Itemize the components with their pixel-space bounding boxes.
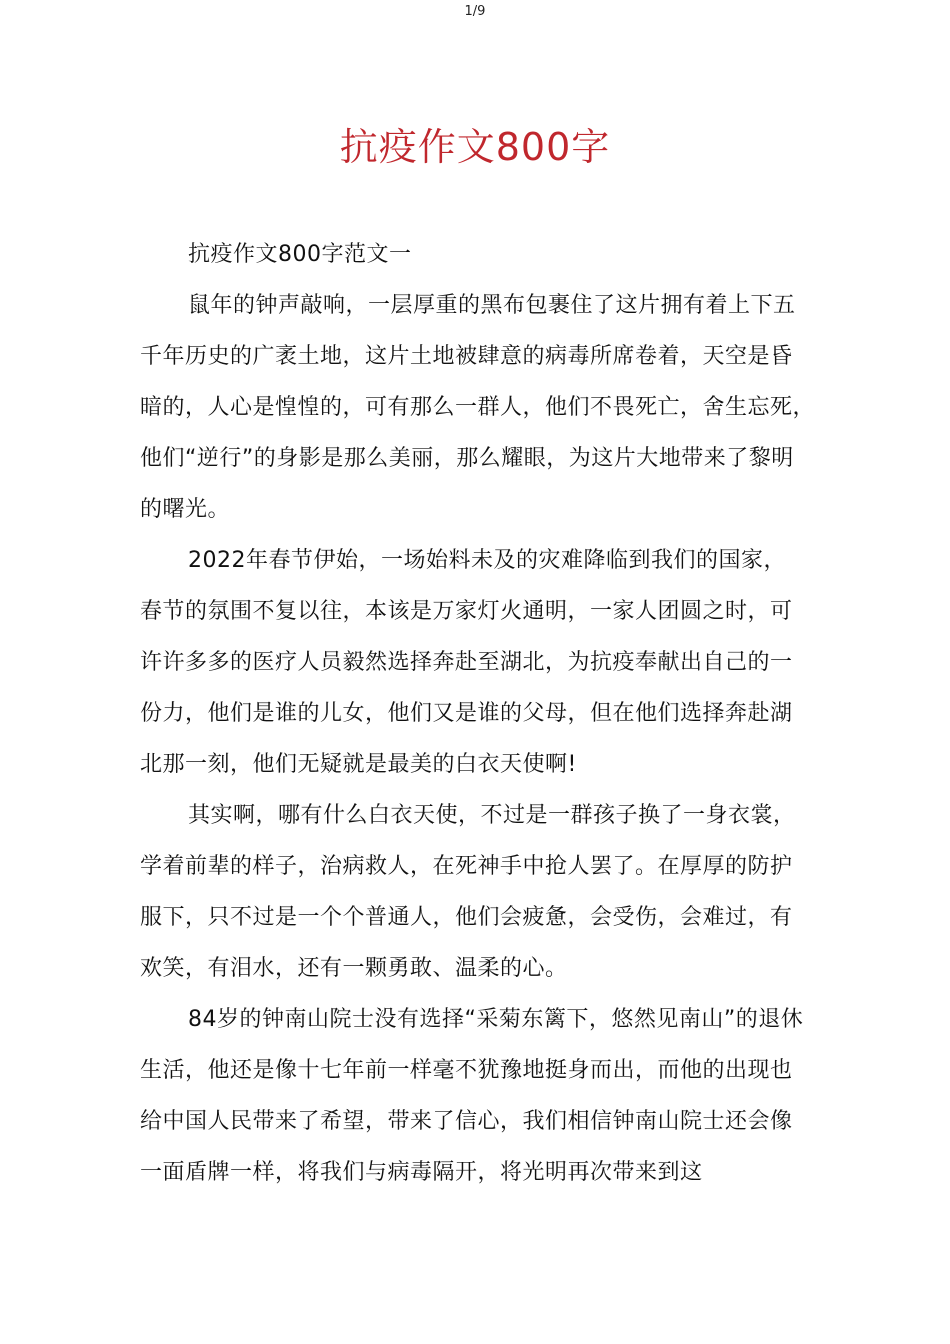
text-line: 千年历史的广袤土地，这片土地被肆意的病毒所席卷着，天空是昏 [140, 344, 793, 369]
text-line: 一面盾牌一样，将我们与病毒隔开，将光明再次带来到这 [140, 1160, 703, 1185]
text-line: 春节的氛围不复以往，本该是万家灯火通明，一家人团圆之时，可 [140, 599, 793, 624]
text-line: 其实啊，哪有什么白衣天使，不过是一群孩子换了一身衣裳， [188, 803, 796, 828]
text-line: 许许多多的医疗人员毅然选择奔赴至湖北，为抗疫奉献出自己的一 [140, 650, 793, 675]
text-line: 欢笑，有泪水，还有一颗勇敢、温柔的心。 [140, 956, 568, 981]
text-line: 2022年春节伊始，一场始料未及的灾难降临到我们的国家， [188, 548, 786, 573]
text-line: 的曙光。 [140, 497, 231, 522]
text-line: 份力，他们是谁的儿女，他们又是谁的父母，但在他们选择奔赴湖 [140, 701, 793, 726]
document-title: 抗疫作文800字 [339, 125, 611, 169]
document-body [140, 229, 830, 1198]
text-line: 他们“逆行”的身影是那么美丽，那么耀眼，为这片大地带来了黎明 [140, 446, 794, 471]
text-line: 抗疫作文800字范文一 [188, 242, 412, 267]
text-line: 服下，只不过是一个个普通人，他们会疲惫，会受伤，会难过，有 [140, 905, 793, 930]
text-line: 给中国人民带来了希望，带来了信心，我们相信钟南山院士还会像 [140, 1109, 793, 1134]
text-line: 北那一刻，他们无疑就是最美的白衣天使啊! [140, 752, 577, 777]
text-line: 84岁的钟南山院士没有选择“采菊东篱下，悠然见南山”的退休 [188, 1007, 804, 1032]
text-line: 暗的，人心是惶惶的，可有那么一群人，他们不畏死亡，舍生忘死， [140, 395, 816, 420]
text-line: 学着前辈的样子，治病救人，在死神手中抢人罢了。在厚厚的防护 [140, 854, 793, 879]
text-line: 鼠年的钟声敲响，一层厚重的黑布包裹住了这片拥有着上下五 [188, 293, 796, 318]
text-line: 生活，他还是像十七年前一样毫不犹豫地挺身而出，而他的出现也 [140, 1058, 793, 1083]
page-number: 1/9 [464, 4, 486, 19]
